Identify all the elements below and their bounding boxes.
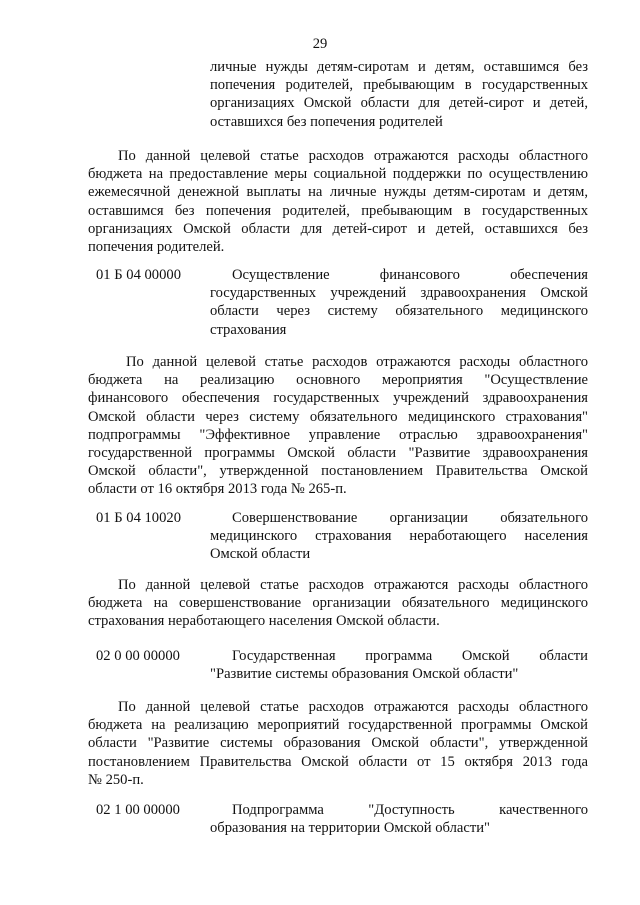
text-line: государственной программы Омской области "Развитие здравоохранения <box>88 445 588 462</box>
text-line: медицинского страхования неработающего населения <box>210 528 588 545</box>
text-line: По данной целевой статье расходов отражаются расходы областного <box>118 577 588 593</box>
paragraph <box>88 353 588 499</box>
text-line: финансового обеспечения государственных учреждений здравоохранения <box>88 390 588 407</box>
text-line: бюджета на совершенствование организации обязательного медицинского <box>88 595 588 612</box>
text-line: организациях Омской области для детей-сирот и детей, оставшихся без <box>88 220 588 237</box>
text-line: постановлением Правительства Омской области от 15 октября 2013 года <box>88 753 588 770</box>
text-line: страхования <box>210 321 287 338</box>
text-line: ежемесячной денежной выплаты на личные нужды детям-сиротам и детям, <box>88 184 588 201</box>
budget-code: 01 Б 04 10020 <box>96 510 181 526</box>
text-line: Государственная программа Омской области <box>232 648 588 664</box>
text-line: государственных учреждений здравоохранения Омской <box>210 285 588 302</box>
section-title <box>210 801 588 837</box>
text-line: бюджета на реализацию основного мероприятия "Осуществление <box>88 372 588 389</box>
budget-code: 02 1 00 00000 <box>96 802 180 818</box>
text-line: Осуществление финансового обеспечения <box>232 267 588 283</box>
continuation-title <box>210 58 588 131</box>
text-line: области "Развитие системы образования Омской области", утвержденной <box>88 735 588 752</box>
text-line: области от 16 октября 2013 года № 265-п. <box>88 481 347 498</box>
text-line: организациях Омской области для детей-сирот и детей, <box>210 95 588 112</box>
text-line: образования на территории Омской области" <box>210 820 490 837</box>
text-line: подпрограммы "Эффективное управление отраслью здравоохранения" <box>88 426 588 443</box>
text-line: Совершенствование организации обязательного <box>232 510 588 526</box>
paragraph <box>88 698 588 789</box>
text-line: оставшихся без попечения родителей <box>210 113 443 130</box>
text-line: оставшимся без попечения родителей, пребывающим в государственных <box>88 202 588 219</box>
section-title <box>210 266 588 339</box>
text-line: страхования неработающего населения Омской области. <box>88 613 440 630</box>
text-line: Подпрограмма "Доступность качественного <box>232 802 588 818</box>
text-line: По данной целевой статье расходов отражаются расходы областного <box>118 699 588 715</box>
budget-code: 02 0 00 00000 <box>96 648 180 664</box>
text-line: бюджета на предоставление меры социальной поддержки по осуществлению <box>88 166 588 183</box>
budget-code: 01 Б 04 00000 <box>96 267 181 283</box>
text-line: Омской области через систему обязательного медицинского страхования" <box>88 408 588 425</box>
paragraph <box>88 147 588 256</box>
paragraph <box>88 576 588 631</box>
text-line: По данной целевой статье расходов отражаются расходы областного <box>118 148 588 164</box>
text-line: попечения родителей. <box>88 239 225 256</box>
text-line: Омской области <box>210 546 311 563</box>
text-line: попечения родителей, пребывающим в государственных <box>210 77 588 94</box>
text-line: Омской области", утвержденной постановлением Правительства Омской <box>88 463 588 480</box>
page-number: 29 <box>312 36 328 52</box>
text-line: № 250-п. <box>88 771 144 788</box>
section-title <box>210 647 588 683</box>
text-line: бюджета на реализацию мероприятий государственной программы Омской <box>88 717 588 734</box>
text-line: "Развитие системы образования Омской области" <box>210 666 519 683</box>
text-line: области через систему обязательного медицинского <box>210 303 588 320</box>
section-title <box>210 509 588 564</box>
text-line: личные нужды детям-сиротам и детям, оставшимся без <box>210 59 588 75</box>
text-line: По данной целевой статье расходов отражаются расходы областного <box>126 354 588 370</box>
